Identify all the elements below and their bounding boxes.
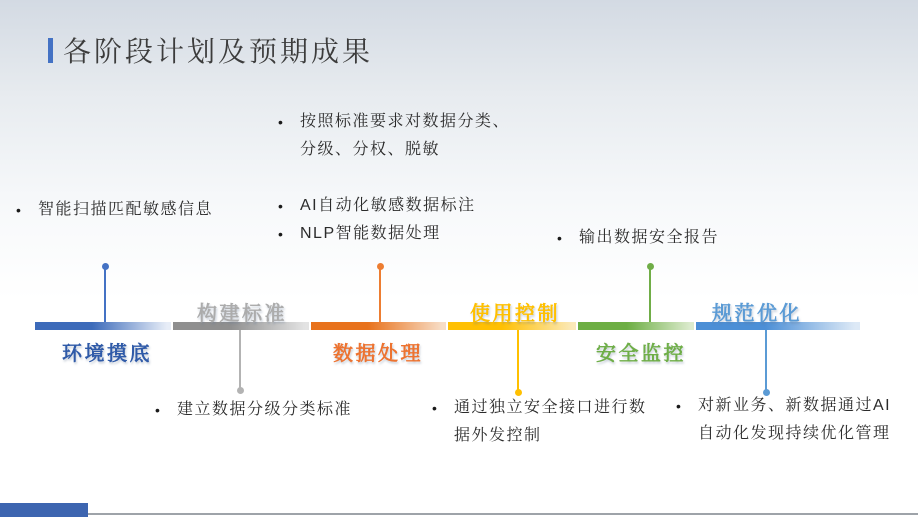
bullet-icon: • (278, 114, 285, 130)
connector-line-2 (239, 330, 241, 390)
note-line: 按照标准要求对数据分类、 (300, 113, 511, 130)
note-line: 通过独立安全接口进行数 (454, 399, 647, 416)
note-text: 输出数据安全报告 (579, 229, 720, 246)
note-line: 分级、分权、脱敏 (300, 141, 441, 158)
list-item (278, 108, 510, 164)
connector-dot-icon (237, 387, 244, 394)
note-line: 自动化发现持续优化管理 (698, 425, 891, 442)
bullet-icon: • (278, 226, 285, 242)
bullet-icon: • (557, 230, 564, 246)
bullet-icon: • (16, 202, 23, 218)
note-line: 对新业务、新数据通过AI (698, 397, 892, 414)
list-item (432, 394, 647, 450)
bullet-icon: • (432, 400, 439, 416)
timeline-segment-1 (35, 322, 171, 330)
bullet-icon: • (155, 402, 162, 418)
note-stage-4 (432, 394, 647, 450)
connector-dot-icon (377, 263, 384, 270)
timeline-segment-3 (311, 322, 446, 330)
stage-label-4: 使用控制 (470, 303, 560, 325)
note-stage-3 (278, 108, 510, 248)
connector-line-1 (104, 267, 106, 322)
note-stage-5 (557, 224, 719, 252)
connector-line-5 (649, 267, 651, 322)
note-stage-1 (16, 196, 213, 224)
connector-dot-icon (102, 263, 109, 270)
footer-accent-bar (0, 503, 88, 517)
note-text (698, 392, 891, 448)
connector-dot-icon (647, 263, 654, 270)
bullet-icon: • (278, 198, 285, 214)
note-text: 建立数据分级分类标准 (177, 401, 353, 418)
connector-line-3 (379, 267, 381, 322)
list-item (278, 192, 510, 220)
stage-label-1: 环境摸底 (62, 343, 152, 365)
bullet-icon: • (676, 398, 683, 414)
note-text (300, 108, 510, 164)
list-item (676, 392, 891, 448)
list-item (557, 224, 719, 252)
title-block (48, 30, 373, 70)
stage-label-5: 安全监控 (596, 343, 686, 365)
note-text: 智能扫描匹配敏感信息 (38, 201, 214, 218)
page-title: 各阶段计划及预期成果 (63, 37, 374, 68)
note-text (454, 394, 647, 450)
stage-label-3: 数据处理 (333, 343, 423, 365)
list-item (278, 220, 510, 248)
connector-line-6 (765, 330, 767, 392)
note-line: 据外发控制 (454, 427, 542, 444)
timeline-segment-5 (578, 322, 694, 330)
stage-label-6: 规范优化 (712, 303, 802, 325)
note-stage-6 (676, 392, 891, 448)
note-text: AI自动化敏感数据标注 (300, 197, 476, 214)
list-item (155, 396, 352, 424)
stage-label-2: 构建标准 (197, 303, 287, 325)
note-text: NLP智能数据处理 (300, 225, 441, 242)
title-accent-bar (48, 38, 53, 63)
list-item (16, 196, 213, 224)
footer-divider-line (0, 513, 918, 515)
note-stage-2 (155, 396, 352, 424)
connector-line-4 (517, 330, 519, 392)
